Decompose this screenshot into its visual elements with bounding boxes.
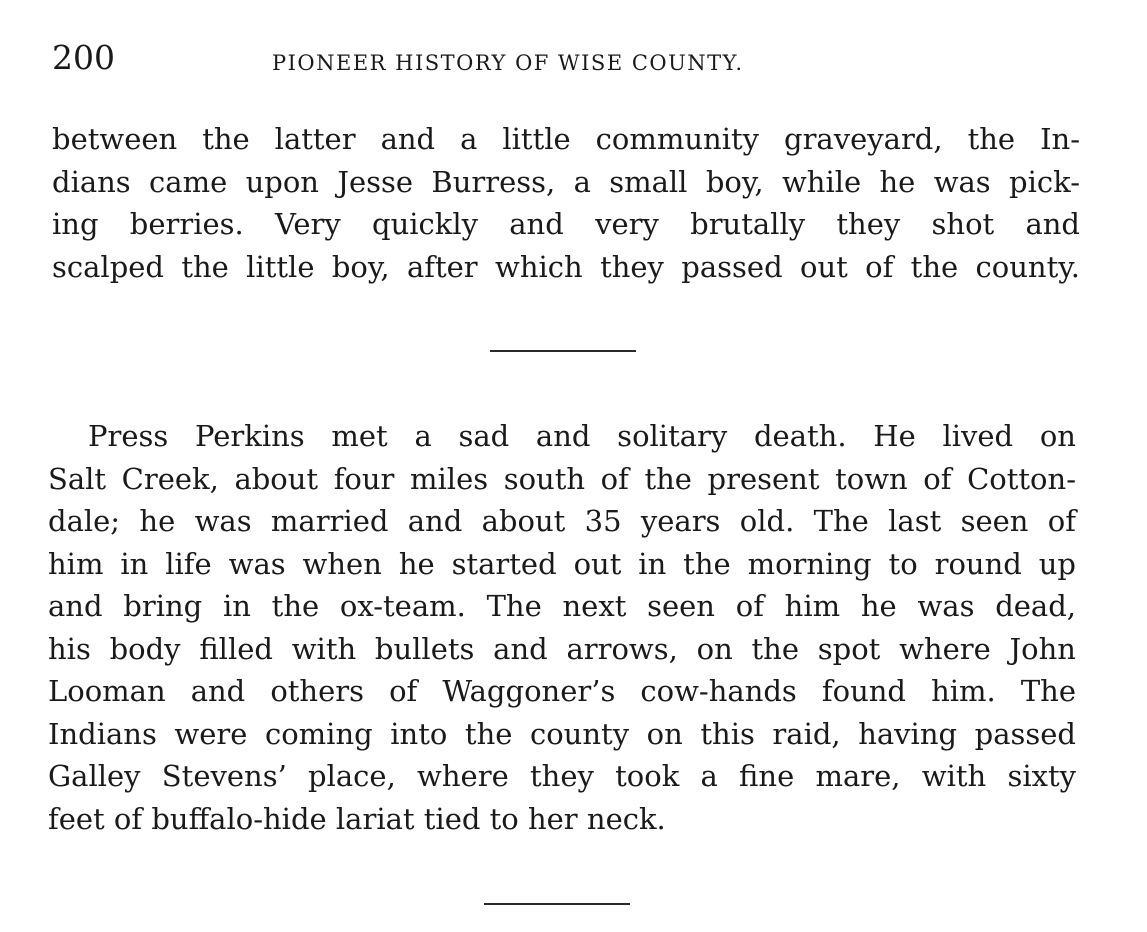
text-line: dale; he was married and about 35 years old. The last seen of [48,504,1076,538]
text-line: Indians were coming into the county on this raid, having passed [48,716,1076,751]
section-divider [490,350,636,352]
text-line: Salt Creek, about four miles south of the present town of Cotton- [48,461,1076,496]
text-line: dians came upon Jesse Burress, a small boy, while he was pick- [52,164,1080,199]
text-line: Press Perkins met a sad and solitary death. He lived on [88,419,1076,453]
text-line: and bring in the ox-team. The next seen of him he was dead, [48,589,1076,623]
text-line: feet of buffalo-hide lariat tied to her neck. [48,801,666,836]
text-line: Galley Stevens’ place, where they took a fine mare, with sixty [48,759,1076,793]
text-line: him in life was when he started out in the morning to round up [48,546,1076,581]
text-line: Looman and others of Waggoner’s cow-hands found him. The [48,674,1076,708]
text-line: his body filled with bullets and arrows, on the spot where John [48,631,1076,666]
text-line: ing berries. Very quickly and very brutally they shot and [52,207,1080,241]
section-divider [484,903,630,905]
paragraph-jesse-burress [52,118,1080,288]
text-line: scalped the little boy, after which they passed out of the county. [52,249,1080,284]
page-number: 200 [52,38,115,77]
paragraph-press-perkins [48,415,1076,840]
text-line: between the latter and a little community graveyard, the In- [52,122,1080,156]
running-title: PIONEER HISTORY OF WISE COUNTY. [272,51,744,75]
